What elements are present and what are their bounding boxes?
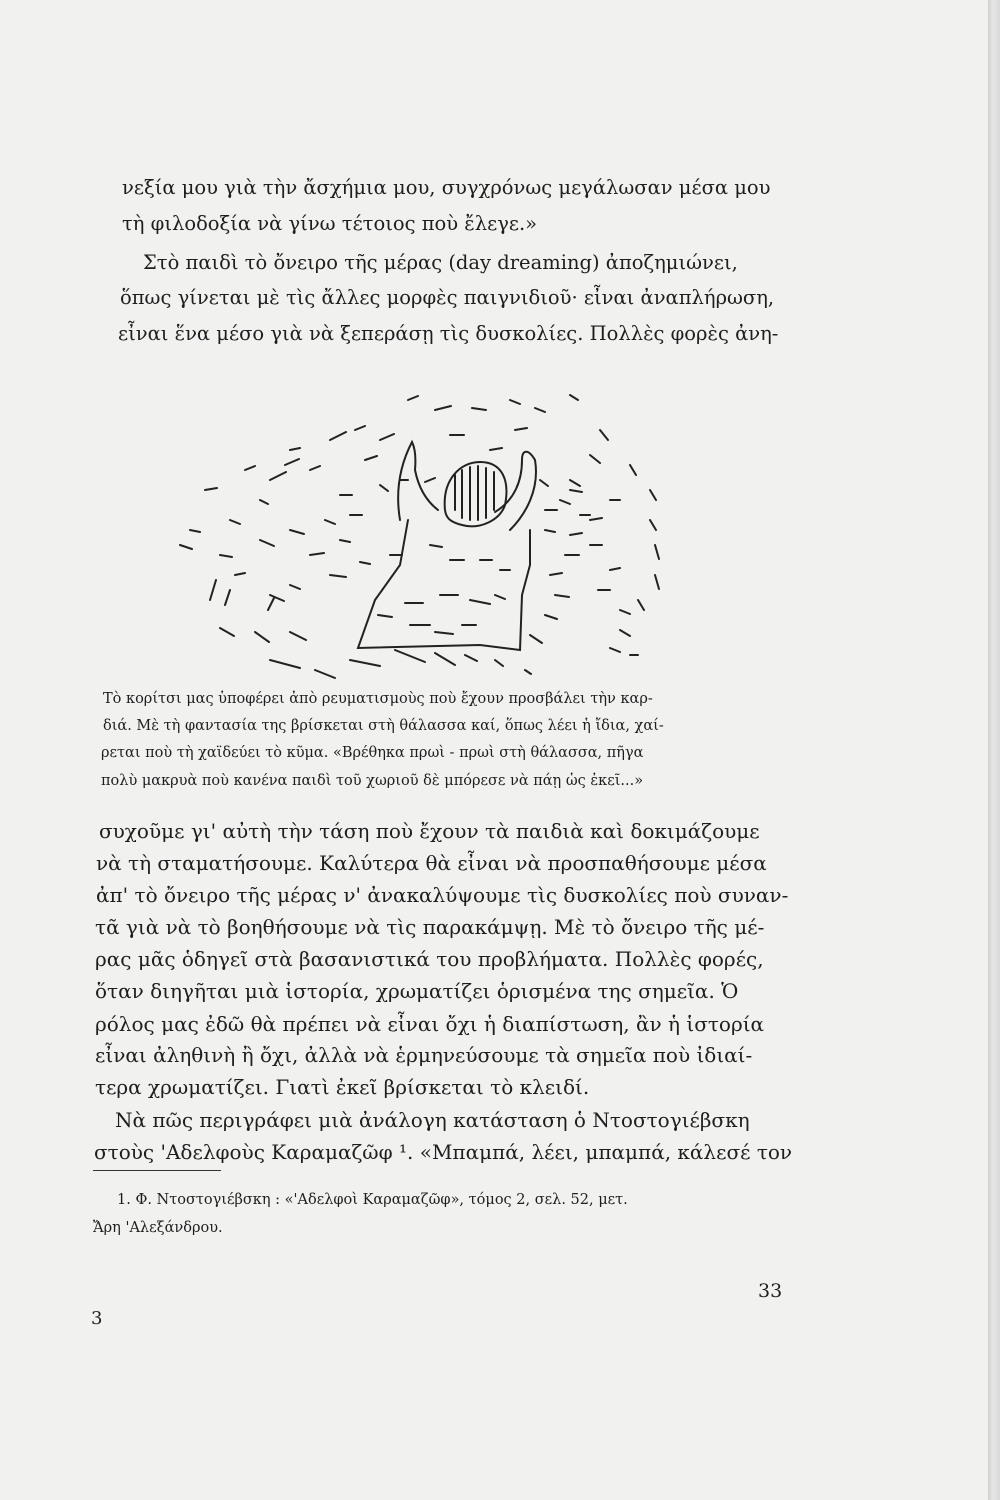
caption-line-2: διά. Μὲ τὴ φαντασία της βρίσκεται στὴ θάλασσα καί, ὅπως λέει ἡ ἴδια, χαί- [103, 718, 664, 734]
main-line-5: ρας μᾶς ὁδηγεῖ στὰ βασανιστικά του προβλήματα. Πολλὲς φορές, [95, 947, 764, 971]
footnote-rule [93, 1170, 221, 1171]
girl-in-sea-drawing-icon [150, 370, 690, 690]
main-line-6: ὅταν διηγῆται μιὰ ἱστορία, χρωματίζει ὁρισμένα της σημεῖα. Ὁ [95, 979, 739, 1003]
top-line-2: τὴ φιλοδοξία νὰ γίνω τέτοιος ποὺ ἔλεγε.» [122, 212, 538, 235]
hair-lines [455, 466, 494, 520]
main-line-2: νὰ τὴ σταματήσουμε. Καλύτερα θὰ εἶναι νὰ προσπαθήσουμε μέσα [96, 851, 767, 875]
footnote-line-1: 1. Φ. Ντοστογιέβσκη : «'Αδελφοὶ Καραμαζῶφ», τόμος 2, σελ. 52, μετ. [117, 1192, 628, 1208]
main-line-11: στοὺς 'Αδελφοὺς Καραμαζῶφ ¹. «Μπαμπά, λέει, μπαμπά, κάλεσέ τον [94, 1140, 793, 1164]
right-arm [495, 452, 536, 530]
top-line-3: Στὸ παιδὶ τὸ ὄνειρο τῆς μέρας (day dreaming) ἀποζημιώνει, [143, 251, 738, 274]
main-line-7: ρόλος μας ἐδῶ θὰ πρέπει νὰ εἶναι ὄχι ἡ διαπίστωση, ἂν ἡ ἱστορία [95, 1012, 765, 1036]
main-line-8: εἶναι ἀληθινὴ ἢ ὄχι, ἀλλὰ νὰ ἑρμηνεύσουμε τὰ σημεῖα ποὺ ἰδιαί- [95, 1043, 753, 1067]
main-line-1: συχοῦμε γι' αὐτὴ τὴν τάση ποὺ ἔχουν τὰ παιδιὰ καὶ δοκιμάζουμε [99, 819, 760, 843]
signature-mark: 3 [91, 1308, 103, 1329]
caption-line-1: Τὸ κορίτσι μας ὑποφέρει ἀπὸ ρευματισμοὺς ποὺ ἔχουν προσβάλει τὴν καρ- [103, 691, 653, 707]
girl-head [445, 462, 507, 526]
page-number: 33 [758, 1280, 783, 1302]
main-line-9: τερα χρωματίζει. Γιατὶ ἐκεῖ βρίσκεται τὸ κλειδί. [95, 1075, 590, 1099]
caption-line-3: ρεται ποὺ τὴ χαϊδεύει τὸ κῦμα. «Βρέθηκα πρωὶ - πρωὶ στὴ θάλασσα, πῆγα [101, 745, 644, 761]
wave-strokes [180, 395, 659, 678]
top-line-5: εἶναι ἕνα μέσο γιὰ νὰ ξεπεράσῃ τὶς δυσκολίες. Πολλὲς φορὲς ἀνη- [118, 322, 779, 345]
main-line-10: Νὰ πῶς περιγράφει μιὰ ἀνάλογη κατάσταση ὁ Ντοστογιέβσκη [115, 1108, 750, 1132]
page-edge [988, 0, 1000, 1500]
footnote-line-2: Ἄρη 'Αλεξάνδρου. [93, 1220, 223, 1236]
top-line-1: νεξία μου γιὰ τὴν ἄσχήμια μου, συγχρόνως μεγάλωσαν μέσα μου [122, 176, 771, 199]
caption-line-4: πολὺ μακρυὰ ποὺ κανένα παιδὶ τοῦ χωριοῦ δὲ μπόρεσε νὰ πάῃ ὡς ἐκεῖ...» [101, 773, 644, 789]
top-line-4: ὅπως γίνεται μὲ τὶς ἄλλες μορφὲς παιγνιδιοῦ· εἶναι ἀναπλήρωση, [120, 286, 775, 309]
main-line-4: τᾶ γιὰ νὰ τὸ βοηθήσουμε νὰ τὶς παρακάμψῃ. Μὲ τὸ ὄνειρο τῆς μέ- [95, 915, 765, 939]
dress [358, 520, 530, 650]
main-line-3: ἀπ' τὸ ὄνειρο τῆς μέρας ν' ἀνακαλύψουμε τὶς δυσκολίες ποὺ συναν- [96, 883, 789, 907]
